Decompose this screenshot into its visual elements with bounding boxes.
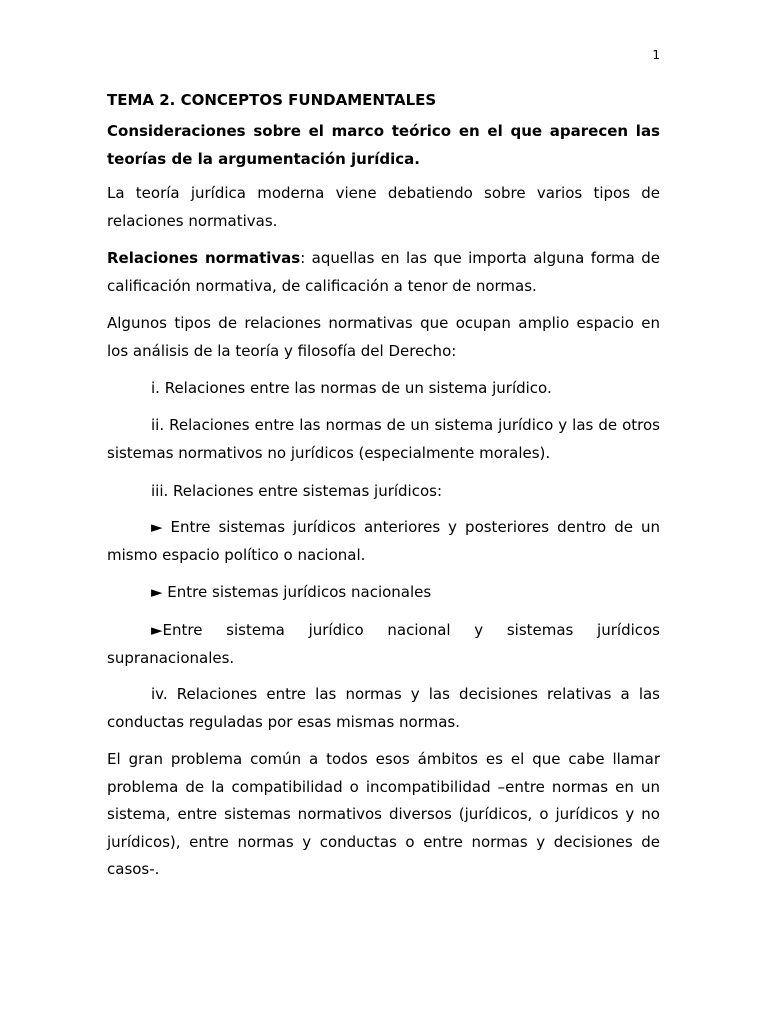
definition-text: : aquellas en las que importa alguna forma de calificación normativa, de calificación a tenor de normas. [107,249,660,295]
document-title: TEMA 2. CONCEPTOS FUNDAMENTALES [107,91,437,109]
bullet-item-3: ►Entre sistema jurídico nacional y sistemas jurídicos supranacionales. [107,621,660,667]
list-item-i: i. Relaciones entre las normas de un sistema jurídico. [151,379,552,397]
paragraph-types: Algunos tipos de relaciones normativas que ocupan amplio espacio en los análisis de la teoría y filosofía del Derecho: [107,314,660,360]
bullet-item-1: ► Entre sistemas jurídicos anteriores y posteriores dentro de un mismo espacio político o nacional. [107,518,660,564]
paragraph-conclusion: El gran problema común a todos esos ámbitos es el que cabe llamar problema de la compatibilidad o incompatibilidad –entre normas en un sistema, entre sistemas normativos diversos (jurídicos, o jurídicos y no jurídicos), entre normas y conductas o entre normas y decisiones de casos-. [107,750,660,878]
list-item-iv: iv. Relaciones entre las normas y las decisiones relativas a las conductas reguladas por esas mismas normas. [107,685,660,731]
list-item-iii: iii. Relaciones entre sistemas jurídicos: [151,482,443,500]
definition-term: Relaciones normativas [107,249,301,267]
document-subtitle: Consideraciones sobre el marco teórico en el que aparecen las teorías de la argumentación jurídica. [107,122,660,168]
paragraph-definition [107,245,660,300]
bullet-item-2: ► Entre sistemas jurídicos nacionales [151,583,432,601]
paragraph-intro: La teoría jurídica moderna viene debatiendo sobre varios tipos de relaciones normativas. [107,184,660,230]
page-number: 1 [652,48,660,62]
list-item-ii: ii. Relaciones entre las normas de un sistema jurídico y las de otros sistemas normativos no jurídicos (especialmente morales). [107,416,660,462]
